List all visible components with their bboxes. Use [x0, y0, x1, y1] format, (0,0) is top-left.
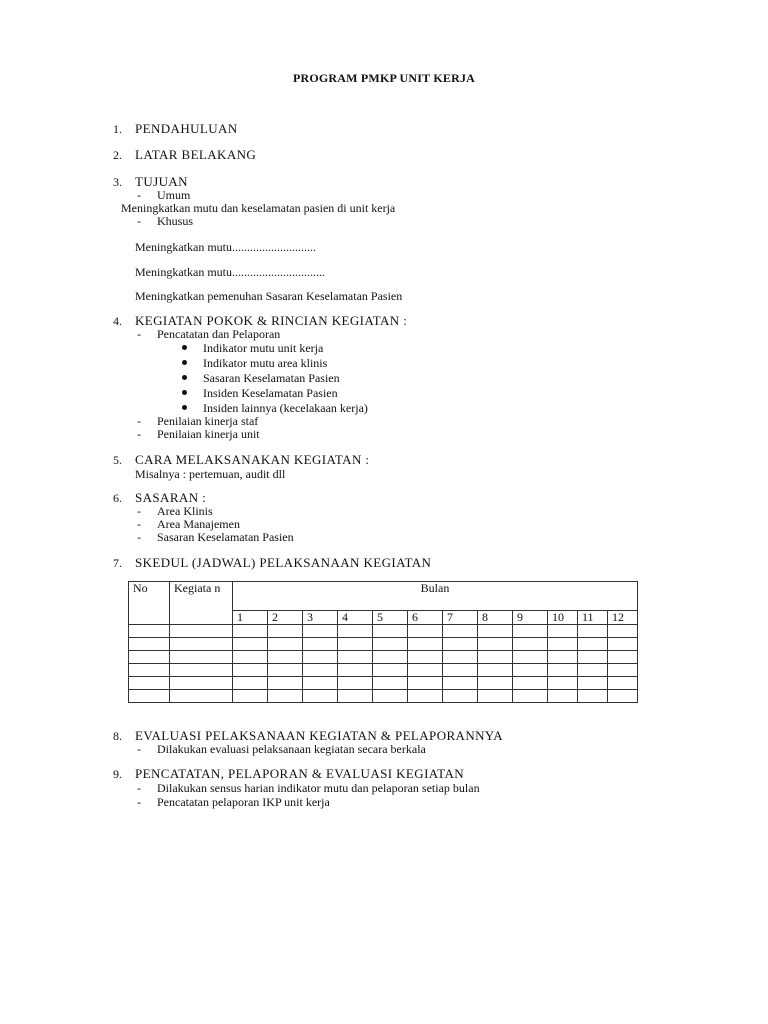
- table-row: [129, 690, 638, 703]
- section-number: 4.: [113, 314, 122, 328]
- table-cell: [548, 677, 578, 690]
- table-cell: [478, 638, 513, 651]
- dash-marker: -: [137, 517, 141, 531]
- month-cell: 2: [268, 611, 303, 625]
- pencatatan-item: Dilakukan sensus harian indikator mutu dan pelaporan setiap bulan: [157, 781, 480, 795]
- bullet-marker: [182, 375, 187, 380]
- dash-marker: -: [137, 214, 141, 228]
- table-cell: [443, 638, 478, 651]
- dash-marker: -: [137, 742, 141, 756]
- evaluasi-item: Dilakukan evaluasi pelaksanaan kegiatan secara berkala: [157, 742, 426, 756]
- dash-marker: -: [137, 327, 141, 341]
- dash-marker: -: [137, 427, 141, 441]
- table-cell: [170, 664, 233, 677]
- sasaran-item: Area Manajemen: [157, 517, 240, 531]
- header-kegiatan: Kegiata n: [170, 582, 233, 625]
- section-heading-cara-melaksanakan: CARA MELAKSANAKAN KEGIATAN :: [135, 452, 370, 467]
- table-cell: [268, 625, 303, 638]
- table-cell: [373, 690, 408, 703]
- dash-marker: -: [137, 504, 141, 518]
- sasaran-item: Sasaran Keselamatan Pasien: [157, 530, 294, 544]
- kegiatan-bullet-item: Indikator mutu unit kerja: [203, 341, 324, 355]
- table-cell: [548, 625, 578, 638]
- table-cell: [443, 677, 478, 690]
- table-cell: [233, 651, 268, 664]
- table-cell: [608, 690, 638, 703]
- dash-marker: -: [137, 530, 141, 544]
- table-cell: [513, 664, 548, 677]
- table-cell: [443, 651, 478, 664]
- table-cell: [170, 677, 233, 690]
- dash-marker: -: [137, 781, 141, 795]
- table-cell: [129, 638, 170, 651]
- table-cell: [303, 651, 338, 664]
- section-number: 6.: [113, 491, 122, 505]
- tujuan-khusus-label: Khusus: [157, 214, 194, 228]
- table-cell: [268, 638, 303, 651]
- tujuan-khusus-item: Meningkatkan pemenuhan Sasaran Keselamatan Pasien: [135, 289, 403, 303]
- table-cell: [303, 677, 338, 690]
- tujuan-umum-text: Meningkatkan mutu dan keselamatan pasien di unit kerja: [121, 201, 396, 215]
- table-cell: [233, 664, 268, 677]
- table-cell: [338, 690, 373, 703]
- section-heading-sasaran: SASARAN :: [135, 490, 207, 505]
- table-cell: [233, 690, 268, 703]
- month-cell: 3: [303, 611, 338, 625]
- bullet-marker: [182, 390, 187, 395]
- section-heading-tujuan: TUJUAN: [135, 174, 188, 189]
- table-cell: [303, 638, 338, 651]
- kegiatan-sub-item: Penilaian kinerja unit: [157, 427, 260, 441]
- table-cell: [268, 690, 303, 703]
- table-cell: [513, 638, 548, 651]
- bullet-marker: [182, 405, 187, 410]
- bullet-marker: [182, 345, 187, 350]
- table-cell: [373, 651, 408, 664]
- table-cell: [443, 690, 478, 703]
- dash-marker: -: [137, 414, 141, 428]
- table-cell: [478, 664, 513, 677]
- pencatatan-item: Pencatatan pelaporan IKP unit kerja: [157, 795, 330, 809]
- cara-melaksanakan-text: Misalnya : pertemuan, audit dll: [135, 467, 286, 481]
- table-cell: [578, 664, 608, 677]
- section-heading-pencatatan: PENCATATAN, PELAPORAN & EVALUASI KEGIATAN: [135, 766, 465, 781]
- sasaran-item: Area Klinis: [157, 504, 213, 518]
- table-cell: [338, 651, 373, 664]
- table-cell: [233, 625, 268, 638]
- table-cell: [478, 690, 513, 703]
- table-cell: [578, 625, 608, 638]
- table-row: [129, 664, 638, 677]
- kegiatan-bullet-item: Insiden Keselamatan Pasien: [203, 386, 338, 400]
- dash-marker: -: [137, 188, 141, 202]
- tujuan-umum-label: Umum: [157, 188, 191, 202]
- kegiatan-bullet-item: Sasaran Keselamatan Pasien: [203, 371, 340, 385]
- month-cell: 12: [608, 611, 638, 625]
- month-cell: 7: [443, 611, 478, 625]
- table-cell: [338, 638, 373, 651]
- table-cell: [578, 677, 608, 690]
- table-cell: [268, 651, 303, 664]
- table-cell: [129, 664, 170, 677]
- table-cell: [233, 677, 268, 690]
- month-cell: 5: [373, 611, 408, 625]
- tujuan-khusus-item: Meningkatkan mutu............................: [135, 240, 316, 254]
- table-cell: [478, 677, 513, 690]
- table-cell: [303, 690, 338, 703]
- table-cell: [408, 677, 443, 690]
- table-row: [129, 677, 638, 690]
- section-heading-kegiatan-pokok: KEGIATAN POKOK & RINCIAN KEGIATAN :: [135, 313, 408, 328]
- table-cell: [129, 651, 170, 664]
- table-cell: [608, 651, 638, 664]
- table-cell: [408, 638, 443, 651]
- table-cell: [408, 651, 443, 664]
- table-cell: [478, 651, 513, 664]
- table-cell: [408, 625, 443, 638]
- table-cell: [443, 664, 478, 677]
- header-bulan: Bulan: [233, 582, 638, 611]
- table-cell: [303, 625, 338, 638]
- table-cell: [373, 638, 408, 651]
- page-title: PROGRAM PMKP UNIT KERJA: [292, 71, 476, 85]
- table-cell: [373, 664, 408, 677]
- kegiatan-bullet-item: Insiden lainnya (kecelakaan kerja): [203, 401, 368, 415]
- table-cell: [513, 651, 548, 664]
- table-cell: [129, 625, 170, 638]
- table-cell: [268, 677, 303, 690]
- table-cell: [303, 664, 338, 677]
- table-cell: [233, 638, 268, 651]
- table-cell: [373, 677, 408, 690]
- kegiatan-bullet-item: Indikator mutu area klinis: [203, 356, 328, 370]
- table-cell: [608, 664, 638, 677]
- section-number: 5.: [113, 453, 122, 467]
- kegiatan-sub-item: Pencatatan dan Pelaporan: [157, 327, 281, 341]
- section-heading-evaluasi: EVALUASI PELAKSANAAN KEGIATAN & PELAPORANNYA: [135, 728, 504, 743]
- table-cell: [548, 651, 578, 664]
- table-header-row: [129, 582, 638, 611]
- section-number: 2.: [113, 148, 122, 162]
- table-cell: [548, 638, 578, 651]
- table-cell: [513, 677, 548, 690]
- table-cell: [578, 690, 608, 703]
- section-number: 9.: [113, 767, 122, 781]
- table-cell: [513, 625, 548, 638]
- section-heading-latar-belakang: LATAR BELAKANG: [135, 147, 257, 162]
- table-cell: [578, 651, 608, 664]
- table-cell: [170, 651, 233, 664]
- table-cell: [443, 625, 478, 638]
- table-cell: [513, 690, 548, 703]
- table-cell: [408, 690, 443, 703]
- month-cell: 9: [513, 611, 548, 625]
- table-cell: [129, 690, 170, 703]
- table-cell: [373, 625, 408, 638]
- table-row: [129, 625, 638, 638]
- section-heading-pendahuluan: PENDAHULUAN: [135, 121, 238, 136]
- section-heading-skedul: SKEDUL (JADWAL) PELAKSANAAN KEGIATAN: [135, 555, 432, 570]
- table-cell: [338, 677, 373, 690]
- kegiatan-sub-item: Penilaian kinerja staf: [157, 414, 259, 428]
- month-cell: 4: [338, 611, 373, 625]
- table-cell: [578, 638, 608, 651]
- month-cell: 8: [478, 611, 513, 625]
- bullet-marker: [182, 360, 187, 365]
- month-cell: 6: [408, 611, 443, 625]
- month-cell: 11: [578, 611, 608, 625]
- table-cell: [478, 625, 513, 638]
- schedule-table: [128, 581, 638, 703]
- table-cell: [608, 677, 638, 690]
- dash-marker: -: [137, 795, 141, 809]
- table-cell: [408, 664, 443, 677]
- table-cell: [548, 690, 578, 703]
- table-cell: [268, 664, 303, 677]
- table-cell: [338, 664, 373, 677]
- tujuan-khusus-item: Meningkatkan mutu...............................: [135, 265, 325, 279]
- month-cell: 1: [233, 611, 268, 625]
- month-cell: 10: [548, 611, 578, 625]
- header-no: No: [129, 582, 170, 625]
- table-cell: [548, 664, 578, 677]
- table-cell: [129, 677, 170, 690]
- section-number: 7.: [113, 556, 122, 570]
- section-number: 1.: [113, 122, 122, 136]
- table-cell: [170, 690, 233, 703]
- section-number: 8.: [113, 729, 122, 743]
- table-cell: [608, 625, 638, 638]
- table-cell: [170, 625, 233, 638]
- table-cell: [338, 625, 373, 638]
- section-number: 3.: [113, 175, 122, 189]
- table-row: [129, 638, 638, 651]
- table-row: [129, 651, 638, 664]
- table-cell: [608, 638, 638, 651]
- table-cell: [170, 638, 233, 651]
